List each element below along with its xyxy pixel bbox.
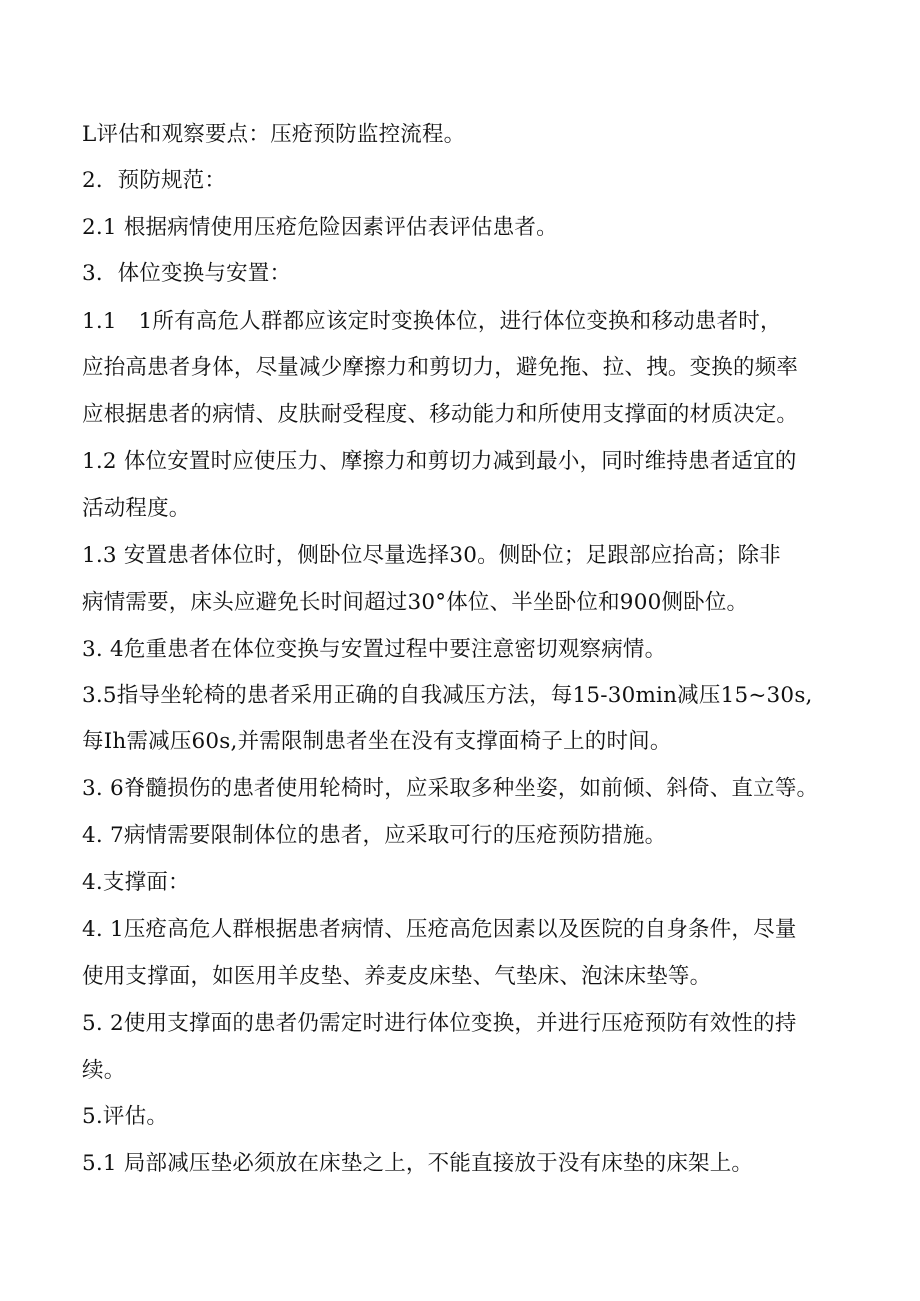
text-line: 1.1 1所有高危人群都应该定时变换体位，进行体位变换和移动患者时， (82, 309, 782, 334)
text-line: 1.2 体位安置时应使压力、摩擦力和剪切力减到最小，同时维持患者适宜的 (82, 449, 797, 474)
text-line: 续。 (82, 1058, 126, 1083)
text-line: 应根据患者的病情、皮肤耐受程度、移动能力和所使用支撑面的材质决定。 (82, 402, 799, 427)
text-line: 活动程度。 (82, 496, 191, 521)
text-line: 2．预防规范： (82, 168, 227, 193)
text-line: 1.3 安置患者体位时，侧卧位尽量选择30。侧卧位；足跟部应抬高；除非 (82, 543, 781, 568)
text-line: 病情需要，床头应避免长时间超过30°体位、半坐卧位和900侧卧位。 (82, 590, 749, 615)
text-line: 4.支撑面： (82, 870, 190, 895)
text-line: L评估和观察要点：压疮预防监控流程。 (82, 122, 466, 147)
text-line: 应抬高患者身体，尽量减少摩擦力和剪切力，避免拖、拉、拽。变换的频率 (82, 355, 799, 380)
text-line: 5. 2使用支撑面的患者仍需定时进行体位变换，并进行压疮预防有效性的持 (82, 1011, 797, 1036)
text-line: 2.1 根据病情使用压疮危险因素评估表评估患者。 (82, 215, 558, 240)
text-line: 3. 6脊髓损伤的患者使用轮椅时，应采取多种坐姿，如前倾、斜倚、直立等。 (82, 776, 819, 801)
text-line: 5.评估。 (82, 1104, 169, 1129)
text-line: 3．体位变换与安置： (82, 261, 292, 286)
text-line: 5.1 局部减压垫必须放在床垫之上，不能直接放于没有床垫的床架上。 (82, 1151, 754, 1176)
text-line: 每Ih需减压60s,并需限制患者坐在没有支撑面椅子上的时间。 (82, 729, 672, 754)
text-line: 3. 4危重患者在体位变换与安置过程中要注意密切观察病情。 (82, 637, 667, 662)
text-line: 3.5指导坐轮椅的患者采用正确的自我减压方法，每15-30min减压15~30s, (82, 683, 813, 708)
text-line: 使用支撑面，如医用羊皮垫、养麦皮床垫、气垫床、泡沫床垫等。 (82, 964, 712, 989)
text-line: 4. 1压疮高危人群根据患者病情、压疮高危因素以及医院的自身条件，尽量 (82, 917, 797, 942)
text-line: 4. 7病情需要限制体位的患者，应采取可行的压疮预防措施。 (82, 823, 667, 848)
